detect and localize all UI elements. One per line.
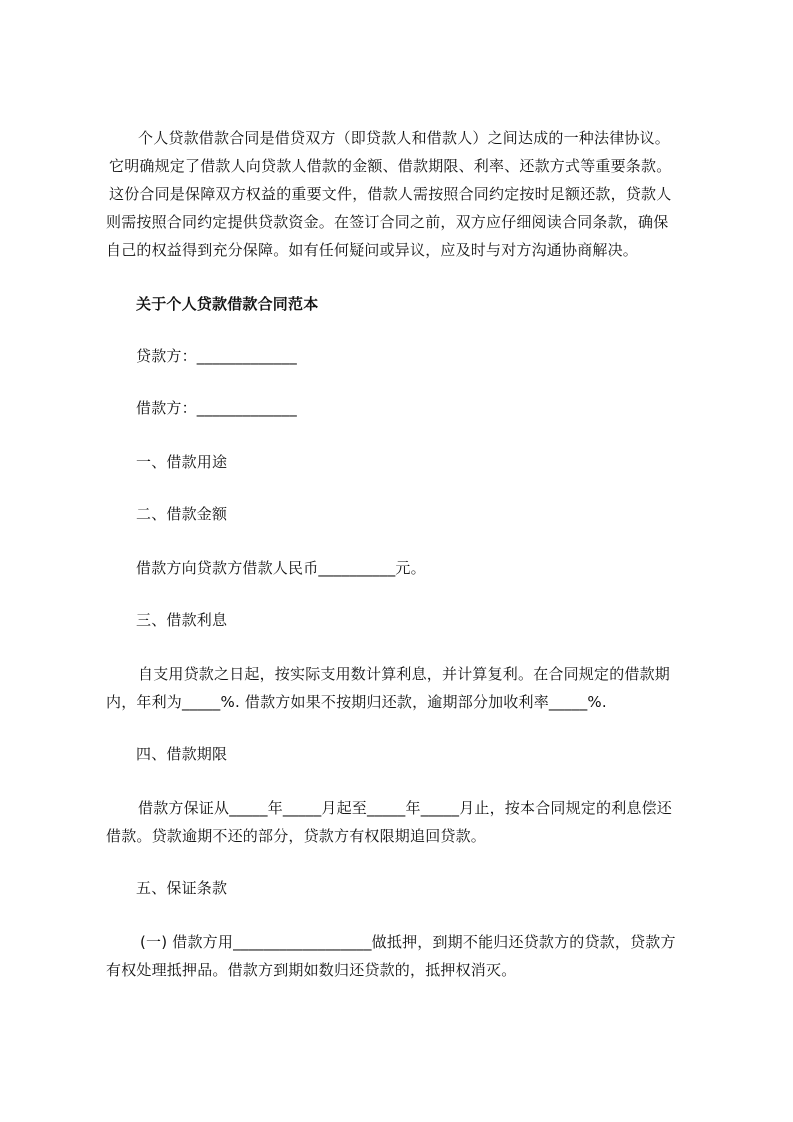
borrower-field: 借款方：_____________: [136, 399, 297, 417]
document-title: 关于个人贷款借款合同范本: [136, 295, 319, 313]
intro-line: 个人贷款借款合同是借贷双方（即贷款人和借款人）之间达成的一种法律协议。: [138, 129, 671, 147]
section-heading-purpose: 一、借款用途: [136, 453, 228, 471]
section-heading-term: 四、借款期限: [136, 745, 228, 763]
section-body-line: 借款。贷款逾期不还的部分，贷款方有权限期追回贷款。: [106, 827, 487, 845]
lender-field: 贷款方：_____________: [136, 347, 297, 365]
section-heading-interest: 三、借款利息: [136, 611, 228, 629]
section-body-line: (一) 借款方用__________________做抵押，到期不能归还贷款方的贷款，贷款方: [140, 933, 676, 951]
intro-line: 它明确规定了借款人向贷款人借款的金额、借款期限、利率、还款方式等重要条款。: [109, 157, 672, 175]
intro-line: 自己的权益得到充分保障。如有任何疑问或异议，应及时与对方沟通协商解决。: [106, 241, 639, 259]
intro-line: 这份合同是保障双方权益的重要文件，借款人需按照合同约定按时足额还款，贷款人: [109, 185, 672, 203]
section-body-line: 借款方保证从_____年_____月起至_____年_____月止，按本合同规定的利息偿还: [138, 799, 673, 817]
section-body-line: 自支用贷款之日起，按实际支用数计算利息，并计算复利。在合同规定的借款期: [138, 665, 671, 683]
section-heading-guarantee: 五、保证条款: [136, 879, 228, 897]
section-heading-amount: 二、借款金额: [136, 505, 228, 523]
intro-line: 则需按照合同约定提供贷款资金。在签订合同之前，双方应仔细阅读合同条款，确保: [106, 213, 669, 231]
section-body-line: 借款方向贷款方借款人民币__________元。: [136, 559, 426, 577]
section-body-line: 内，年利为_____%. 借款方如果不按期归还款，逾期部分加收利率_____%.: [106, 693, 607, 711]
section-body-line: 有权处理抵押品。借款方到期如数归还贷款的，抵押权消灭。: [106, 961, 517, 979]
